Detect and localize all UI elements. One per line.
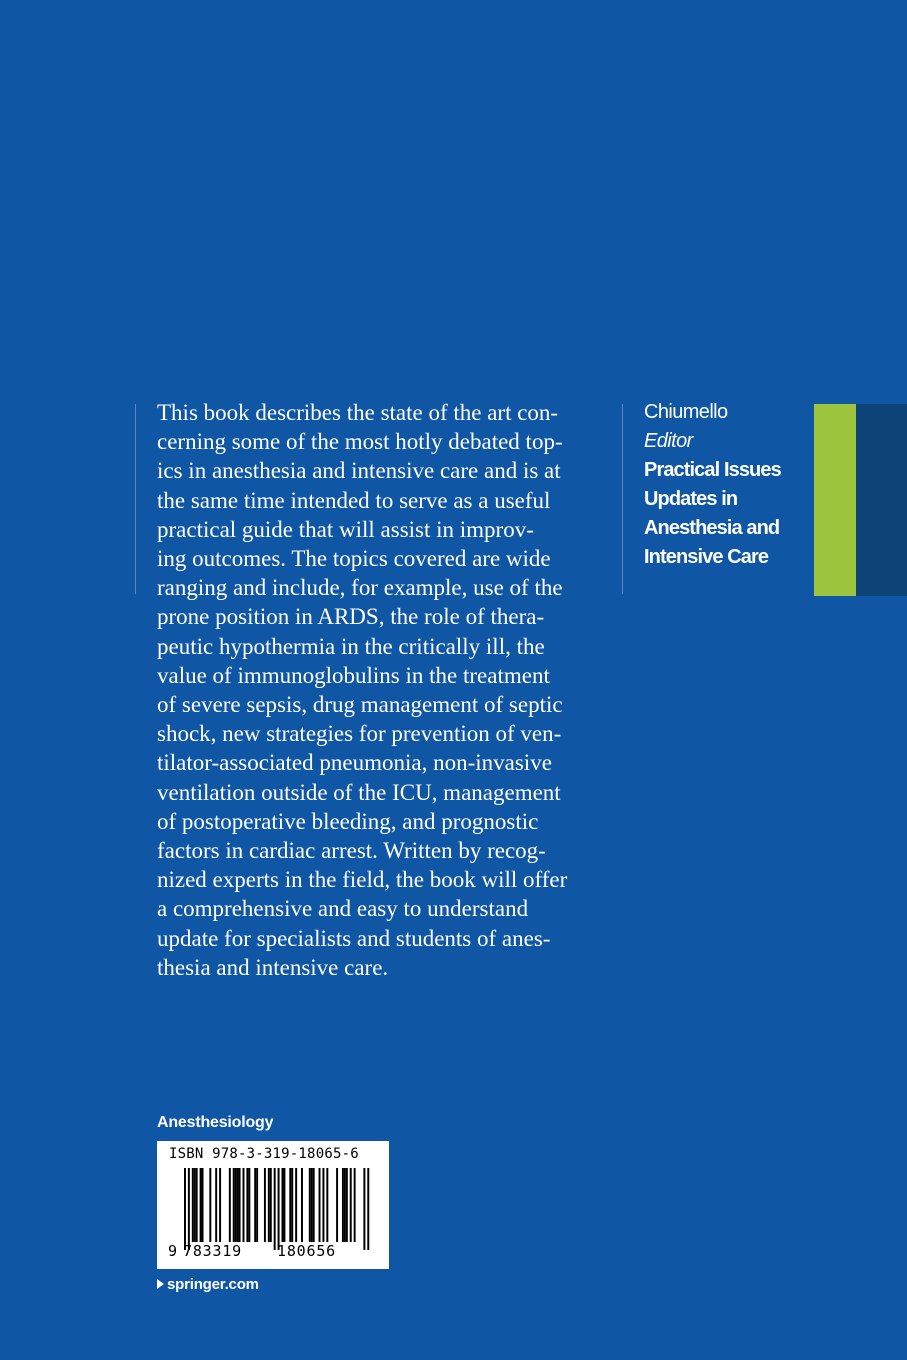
barcode-bar [295, 1168, 297, 1242]
barcode-bar [270, 1168, 272, 1242]
publisher-url: springer.com [167, 1276, 259, 1293]
barcode-bar [278, 1168, 280, 1250]
description-line: the same time intended to serve as a useful [157, 487, 551, 513]
description-line: of postoperative bleeding, and prognostic [157, 808, 539, 834]
barcode-bar [354, 1168, 356, 1242]
barcode-bar [209, 1168, 211, 1242]
barcode-bar [235, 1168, 237, 1242]
book-meta [644, 398, 804, 572]
barcode-bar [313, 1168, 315, 1242]
description-line: thesia and intensive care. [157, 954, 389, 980]
barcode-bar [246, 1168, 248, 1242]
barcode-first-digit: 9 [168, 1242, 178, 1260]
barcode-bar [283, 1168, 285, 1242]
title-line: Updates in [644, 488, 738, 510]
description-line: value of immunoglobulins in the treatment [157, 662, 550, 688]
barcode-bar [237, 1168, 239, 1242]
barcode-bar [363, 1168, 365, 1250]
barcode-bar [188, 1168, 190, 1250]
isbn-number: ISBN 978-3-319-18065-6 [169, 1146, 359, 1162]
barcode-bar [192, 1168, 194, 1242]
description-line: cerning some of the most hotly debated top- [157, 429, 563, 455]
description-line: shock, new strategies for prevention of ven- [157, 721, 562, 747]
barcode-bar [336, 1168, 338, 1242]
description-line: a comprehensive and easy to understand [157, 896, 529, 922]
description-line: ics in anesthesia and intensive care and is at [157, 458, 561, 484]
barcode-bar [239, 1168, 241, 1242]
barcode-right-digits: 180656 [277, 1242, 336, 1260]
triangle-right-icon [157, 1279, 164, 1289]
description-line: ing outcomes. The topics covered are wide [157, 546, 551, 572]
barcode-bar [268, 1168, 270, 1242]
barcode-bar [322, 1168, 324, 1242]
description-line: practical guide that will assist in improv- [157, 516, 534, 542]
right-divider [622, 404, 623, 594]
barcode-bar [219, 1168, 221, 1242]
title-line: Intensive Care [644, 546, 769, 568]
description-line: ventilation outside of the ICU, management [157, 779, 561, 805]
barcode-bar [346, 1168, 348, 1242]
green-color-bar [814, 404, 856, 596]
publisher-link[interactable] [157, 1276, 259, 1293]
author-name: Chiumello [644, 401, 728, 423]
barcode-bar [350, 1168, 352, 1242]
barcode-bar [200, 1168, 202, 1242]
barcode-bar [342, 1168, 344, 1242]
description-line: ranging and include, for example, use of the [157, 575, 563, 601]
barcode-bar [274, 1168, 276, 1250]
book-title [644, 456, 804, 572]
barcode-bar [291, 1168, 293, 1242]
barcode-bar [243, 1168, 245, 1242]
barcode-bar [256, 1168, 258, 1242]
barcode-bar [194, 1168, 196, 1242]
barcode-bar [248, 1168, 250, 1242]
barcode-bar [367, 1168, 369, 1250]
barcode-bar [215, 1168, 217, 1242]
description-line: prone position in ARDS, the role of thera- [157, 604, 545, 630]
barcode-bar [309, 1168, 311, 1242]
barcode-bar [326, 1168, 328, 1242]
description-line: peutic hypothermia in the critically ill, the [157, 633, 545, 659]
description-line: update for specialists and students of anes- [157, 925, 551, 951]
barcode-left-digits: 783319 [183, 1242, 242, 1260]
barcode-bar [301, 1168, 303, 1242]
barcode-bar [229, 1168, 231, 1242]
barcode-bar [344, 1168, 346, 1242]
title-line: Practical Issues [644, 459, 781, 481]
navy-color-bar [856, 404, 907, 596]
barcode-bar [202, 1168, 204, 1242]
description-line: This book describes the state of the art con- [157, 400, 559, 425]
barcode-bar [254, 1168, 256, 1242]
book-description [157, 398, 597, 982]
subject-label: Anesthesiology [157, 1114, 274, 1131]
barcode-bar [196, 1168, 198, 1242]
description-line: of severe sepsis, drug management of septic [157, 692, 563, 718]
left-divider [135, 404, 136, 594]
description-line: nized experts in the field, the book will offer [157, 867, 568, 893]
barcode-bar [264, 1168, 266, 1242]
barcode-bar [233, 1168, 235, 1242]
barcode-bar [282, 1168, 284, 1242]
editor-role: Editor [644, 430, 693, 452]
barcode-bar [319, 1168, 321, 1242]
barcode-bar [311, 1168, 313, 1242]
description-line: factors in cardiac arrest. Written by recog- [157, 838, 546, 864]
barcode-bar [184, 1168, 186, 1250]
barcode-bar [289, 1168, 291, 1242]
title-line: Anesthesia and [644, 517, 780, 539]
description-line: tilator-associated pneumonia, non-invasive [157, 750, 552, 776]
isbn-barcode [157, 1141, 389, 1269]
